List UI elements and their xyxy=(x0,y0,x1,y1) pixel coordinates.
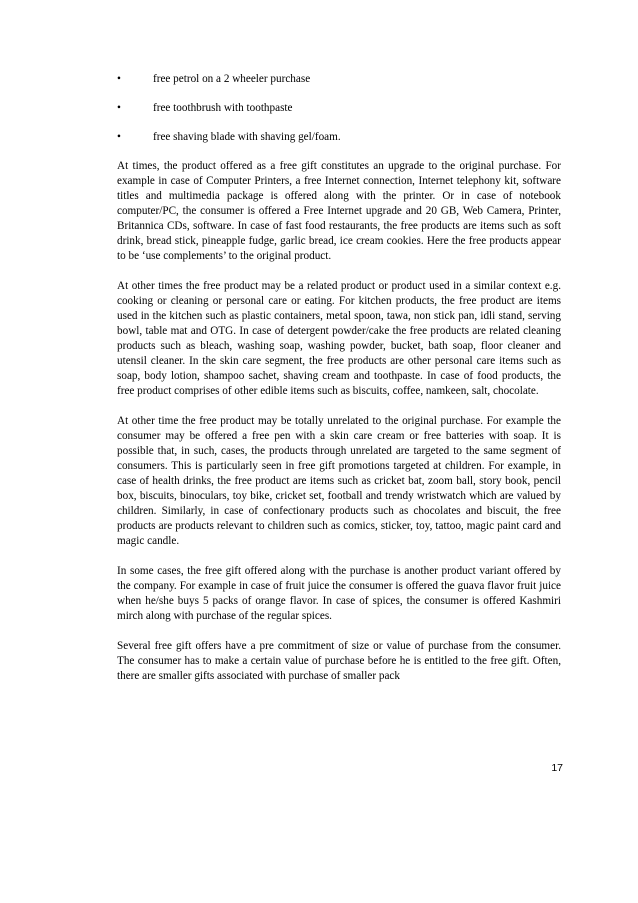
bullet-text: free shaving blade with shaving gel/foam. xyxy=(153,131,341,143)
bullet-item xyxy=(117,101,561,116)
paragraph-product-variant: In some cases, the free gift offered along with the purchase is another product variant offered by the company. For example in case of fruit juice the consumer is offered the guava flavor fruit juice when he/she buys 5 packs of orange flavor. In case of spices, the consumer is offered Kashmiri mirch along with purchase of the regular spices. xyxy=(117,565,561,622)
bullet-marker: • xyxy=(117,73,121,85)
paragraph-related-products: At other times the free product may be a related product or product used in a similar context e.g. cooking or cleaning or personal care or eating. For kitchen products, the free product are items used in the kitchen such as plastic containers, metal spoon, tawa, non stick pan, idli stand, serving bowl, table mat and OTG. In case of detergent powder/cake the free products are related cleaning products such as bleach, washing soap, washing powder, bucket, bath soap, floor cleaner and utensil cleaner. In the skin care segment, the free products are other personal care items such as soap, body lotion, shampoo sachet, shaving cream and toothpaste. In case of food products, the free product comprises of other edible items such as biscuits, coffee, namkeen, salt, chocolate. xyxy=(117,280,561,397)
paragraph-pre-commitment: Several free gift offers have a pre commitment of size or value of purchase from the consumer. The consumer has to make a certain value of purchase before he is entitled to the free gift. Often, there are smaller gifts associated with purchase of smaller pack xyxy=(117,640,561,682)
paragraph-upgrade-gifts: At times, the product offered as a free gift constitutes an upgrade to the original purchase. For example in case of Computer Printers, a free Internet connection, Internet telephony kit, software titles and multimedia package is offered along with the printer. Or in case of notebook computer/PC, the consumer is offered a Free Internet upgrade and 20 GB, Web Camera, Printer, Britannica CDs, software. In case of fast food restaurants, the free products are items such as soft drink, bread stick, pineapple fudge, garlic bread, ice cream cookies. Here the free products appear to be ‘use complements’ to the original product. xyxy=(117,160,561,262)
bullet-marker: • xyxy=(117,131,121,143)
bullet-text: free toothbrush with toothpaste xyxy=(153,102,293,114)
bullet-text: free petrol on a 2 wheeler purchase xyxy=(153,73,311,85)
document-page xyxy=(117,72,561,699)
page-number: 17 xyxy=(551,762,563,774)
bullet-item xyxy=(117,72,561,87)
paragraph-unrelated-products: At other time the free product may be totally unrelated to the original purchase. For example the consumer may be offered a free pen with a skin care cream or free batteries with soap. It is possible that, in such, cases, the products through unrelated are targeted to the same segment of consumers. This is particularly seen in free gift promotions targeted at children. For example, in case of health drinks, the free product are items such as cricket bat, zoom ball, story book, pencil box, biscuits, binoculars, toy bike, cricket set, football and trendy wristwatch which are valued by children. Similarly, in case of confectionary products such as chocolates and biscuit, the free products are products relevant to children such as comics, sticker, toy, tattoo, magic paint card and magic candle. xyxy=(117,415,561,547)
bullet-marker: • xyxy=(117,102,121,114)
bullet-item xyxy=(117,130,561,145)
bullet-list xyxy=(117,72,561,145)
